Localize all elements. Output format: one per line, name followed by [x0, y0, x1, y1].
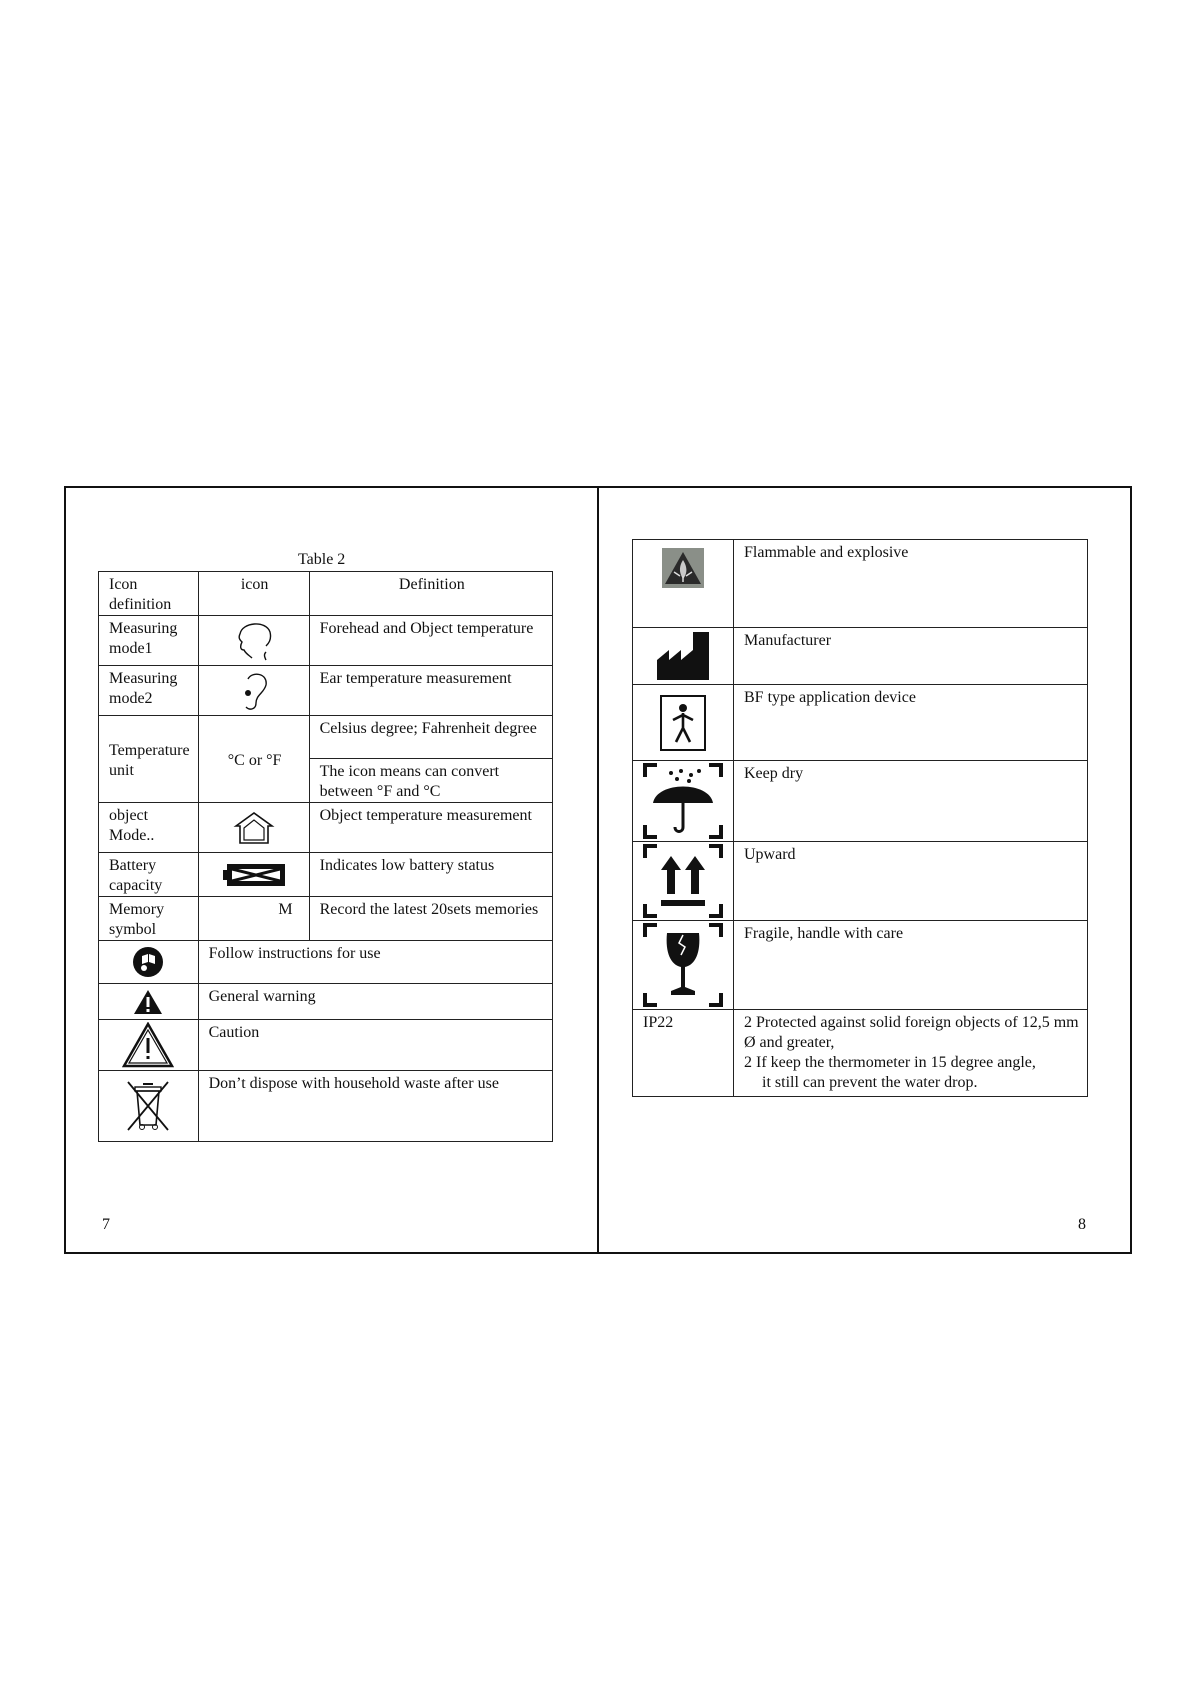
- keep-dry-icon: [633, 761, 734, 842]
- table-row: [633, 540, 1088, 628]
- ip-line-1: 2 Protected against solid foreign objects of 12,5 mm Ø and greater,: [744, 1014, 1079, 1051]
- memory-symbol-text: M: [198, 897, 309, 941]
- row-definition: Don’t dispose with household waste after use: [198, 1071, 552, 1142]
- symbols-table: [632, 539, 1088, 1097]
- page-number-left: 7: [102, 1216, 110, 1233]
- header-definition: Definition: [309, 572, 552, 616]
- row-definition: Fragile, handle with care: [734, 921, 1088, 1010]
- table-header-row: [99, 572, 553, 616]
- ip-line-2: 2 If keep the thermometer in 15 degree angle,: [744, 1054, 1036, 1071]
- row-definition: Record the latest 20sets memories: [309, 897, 552, 941]
- ip-line-3: it still can prevent the water drop.: [762, 1074, 978, 1091]
- header-icon: icon: [198, 572, 309, 616]
- table-row: [99, 941, 553, 984]
- ear-icon: [198, 666, 309, 716]
- header-icon-definition: Icon definition: [99, 572, 199, 616]
- upward-icon: [633, 842, 734, 921]
- page-number-right: 8: [1078, 1216, 1086, 1233]
- table-row: [633, 685, 1088, 761]
- table-caption: Table 2: [298, 551, 346, 568]
- table-row: [633, 842, 1088, 921]
- table-row: [99, 897, 553, 941]
- low-battery-icon: [198, 853, 309, 897]
- ip-rating-definition: [734, 1010, 1088, 1097]
- manufacturer-icon: [633, 628, 734, 685]
- house-icon: [198, 803, 309, 853]
- flammable-icon: [633, 540, 734, 628]
- table-row: [99, 853, 553, 897]
- row-label: object Mode..: [99, 803, 199, 853]
- row-definition: Keep dry: [734, 761, 1088, 842]
- weee-bin-icon: [99, 1071, 199, 1142]
- table-row: [99, 1071, 553, 1142]
- follow-instructions-icon: [99, 941, 199, 984]
- row-definition: Forehead and Object temperature: [309, 616, 552, 666]
- temperature-unit-text: °C or °F: [198, 716, 309, 803]
- table-row: [633, 1010, 1088, 1097]
- row-label: Measuring mode2: [99, 666, 199, 716]
- row-definition: Upward: [734, 842, 1088, 921]
- bf-type-icon: [633, 685, 734, 761]
- row-definition: The icon means can convert between °F and °C: [309, 759, 552, 803]
- ip-rating-label: IP22: [633, 1010, 734, 1097]
- page-divider: [597, 486, 599, 1254]
- row-definition: General warning: [198, 984, 552, 1020]
- fragile-icon: [633, 921, 734, 1010]
- forehead-icon: [198, 616, 309, 666]
- row-definition: BF type application device: [734, 685, 1088, 761]
- table-row: [633, 921, 1088, 1010]
- row-label: Temperature unit: [99, 716, 199, 803]
- table-row: [633, 761, 1088, 842]
- row-definition: Flammable and explosive: [734, 540, 1088, 628]
- table-row: [99, 1020, 553, 1071]
- row-definition: Celsius degree; Fahrenheit degree: [309, 716, 552, 759]
- row-definition: Caution: [198, 1020, 552, 1071]
- row-definition: Object temperature measurement: [309, 803, 552, 853]
- row-definition: Ear temperature measurement: [309, 666, 552, 716]
- table-row: [99, 984, 553, 1020]
- caution-icon: [99, 1020, 199, 1071]
- table-row: [99, 666, 553, 716]
- row-definition: Follow instructions for use: [198, 941, 552, 984]
- table-row: [99, 616, 553, 666]
- row-label: Memory symbol: [99, 897, 199, 941]
- general-warning-icon: [99, 984, 199, 1020]
- table-row: [99, 803, 553, 853]
- row-definition: Indicates low battery status: [309, 853, 552, 897]
- row-label: Battery capacity: [99, 853, 199, 897]
- row-label: Measuring mode1: [99, 616, 199, 666]
- table-row: [99, 716, 553, 759]
- row-definition: Manufacturer: [734, 628, 1088, 685]
- icon-definition-table: [98, 571, 553, 1142]
- table-row: [633, 628, 1088, 685]
